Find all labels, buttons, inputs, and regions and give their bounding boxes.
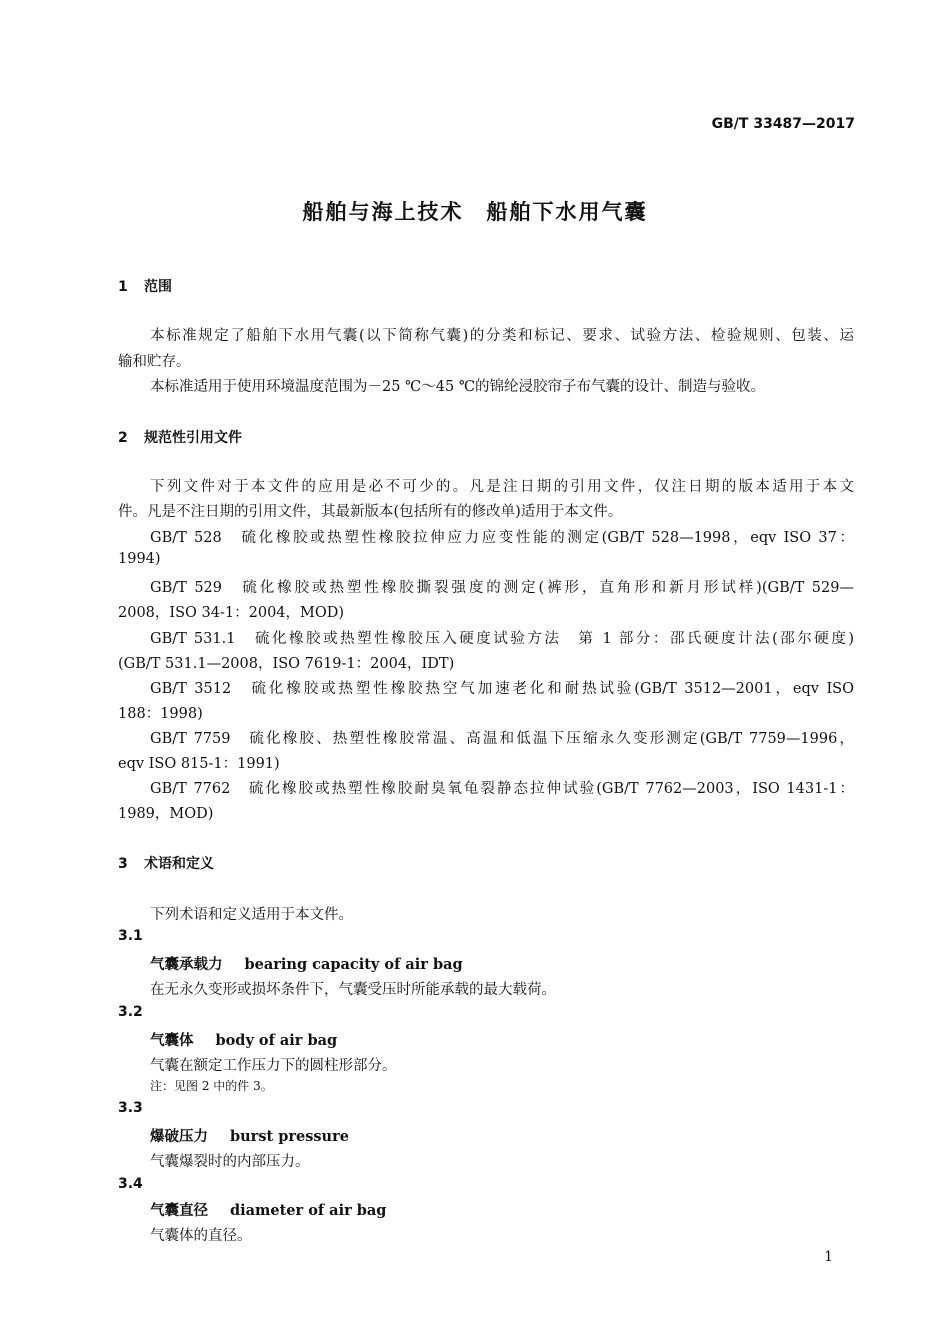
- term-entry: [150, 953, 463, 974]
- term-zh: 爆破压力: [150, 1129, 208, 1145]
- term-entry: [150, 1029, 337, 1050]
- reference-item-continuation: (GB/T 531.1—2008，ISO 7619-1：2004，IDT): [118, 656, 455, 672]
- reference-item: GB/T 529 硫化橡胶或热塑性橡胶撕裂强度的测定(裤形，直角形和新月形试样)(GB/T 529—: [150, 580, 854, 596]
- term-note: 注：见图 2 中的件 3。: [150, 1079, 273, 1093]
- section-number: 1: [118, 279, 128, 295]
- term-zh: 气囊体: [150, 1033, 194, 1049]
- reference-item: GB/T 531.1 硫化橡胶或热塑性橡胶压入硬度试验方法 第 1 部分：邵氏硬度计法(邵尔硬度): [150, 631, 854, 647]
- page-number: 1: [824, 1249, 833, 1265]
- reference-item: GB/T 528 硫化橡胶或热塑性橡胶拉伸应力应变性能的测定(GB/T 528—1998，eqv ISO 37：: [150, 530, 854, 546]
- reference-item-continuation: eqv ISO 815-1：1991): [118, 756, 280, 772]
- term-en: bearing capacity of air bag: [244, 956, 463, 973]
- term-definition: 在无永久变形或损坏条件下，气囊受压时所能承载的最大载荷。: [150, 982, 556, 998]
- paragraph-continuation: 输和贮存。: [118, 354, 191, 370]
- section-title: 术语和定义: [144, 856, 214, 872]
- reference-item: GB/T 3512 硫化橡胶或热塑性橡胶热空气加速老化和耐热试验(GB/T 3512—2001，eqv ISO: [150, 681, 854, 697]
- reference-item: GB/T 7759 硫化橡胶、热塑性橡胶常温、高温和低温下压缩永久变形测定(GB/T 7759—1996，: [150, 731, 854, 747]
- paragraph: 本标准规定了船舶下水用气囊(以下简称气囊)的分类和标记、要求、试验方法、检验规则、包装、运: [150, 328, 854, 344]
- term-en: diameter of air bag: [230, 1202, 387, 1219]
- section-3-heading: [118, 853, 214, 873]
- reference-item: GB/T 7762 硫化橡胶或热塑性橡胶耐臭氧龟裂静态拉伸试验(GB/T 7762—2003，ISO 1431-1：: [150, 781, 854, 797]
- reference-item-continuation: 1994): [118, 551, 161, 567]
- reference-item-continuation: 1989，MOD): [118, 806, 214, 822]
- term-number: 3.4: [118, 1176, 143, 1192]
- term-definition: 气囊爆裂时的内部压力。: [150, 1154, 310, 1170]
- section-title: 规范性引用文件: [144, 430, 242, 446]
- reference-item-continuation: 2008，ISO 34-1：2004，MOD): [118, 605, 345, 621]
- section-number: 2: [118, 430, 128, 446]
- term-zh: 气囊直径: [150, 1203, 208, 1219]
- section-2-heading: [118, 427, 242, 447]
- term-definition: 气囊体的直径。: [150, 1228, 252, 1244]
- paragraph: 本标准适用于使用环境温度范围为－25 ℃～45 ℃的锦纶浸胶帘子布气囊的设计、制造与验收。: [150, 379, 766, 395]
- reference-item-continuation: 188：1998): [118, 706, 203, 722]
- paragraph: 下列文件对于本文件的应用是必不可少的。凡是注日期的引用文件，仅注日期的版本适用于本文: [150, 479, 854, 495]
- section-number: 3: [118, 856, 128, 872]
- term-number: 3.3: [118, 1100, 143, 1116]
- term-number: 3.2: [118, 1004, 143, 1020]
- section-1-heading: [118, 276, 172, 296]
- term-number: 3.1: [118, 928, 143, 944]
- term-zh: 气囊承载力: [150, 957, 223, 973]
- term-entry: [150, 1125, 349, 1146]
- paragraph: 下列术语和定义适用于本文件。: [150, 907, 353, 923]
- document-title: 船舶与海上技术 船舶下水用气囊: [302, 200, 648, 224]
- paragraph-continuation: 件。凡是不注日期的引用文件，其最新版本(包括所有的修改单)适用于本文件。: [118, 504, 623, 520]
- term-entry: [150, 1199, 386, 1220]
- term-en: burst pressure: [230, 1128, 349, 1145]
- term-definition: 气囊在额定工作压力下的圆柱形部分。: [150, 1058, 397, 1074]
- section-title: 范围: [144, 279, 172, 295]
- standard-number: GB/T 33487—2017: [711, 116, 855, 132]
- term-en: body of air bag: [215, 1032, 338, 1049]
